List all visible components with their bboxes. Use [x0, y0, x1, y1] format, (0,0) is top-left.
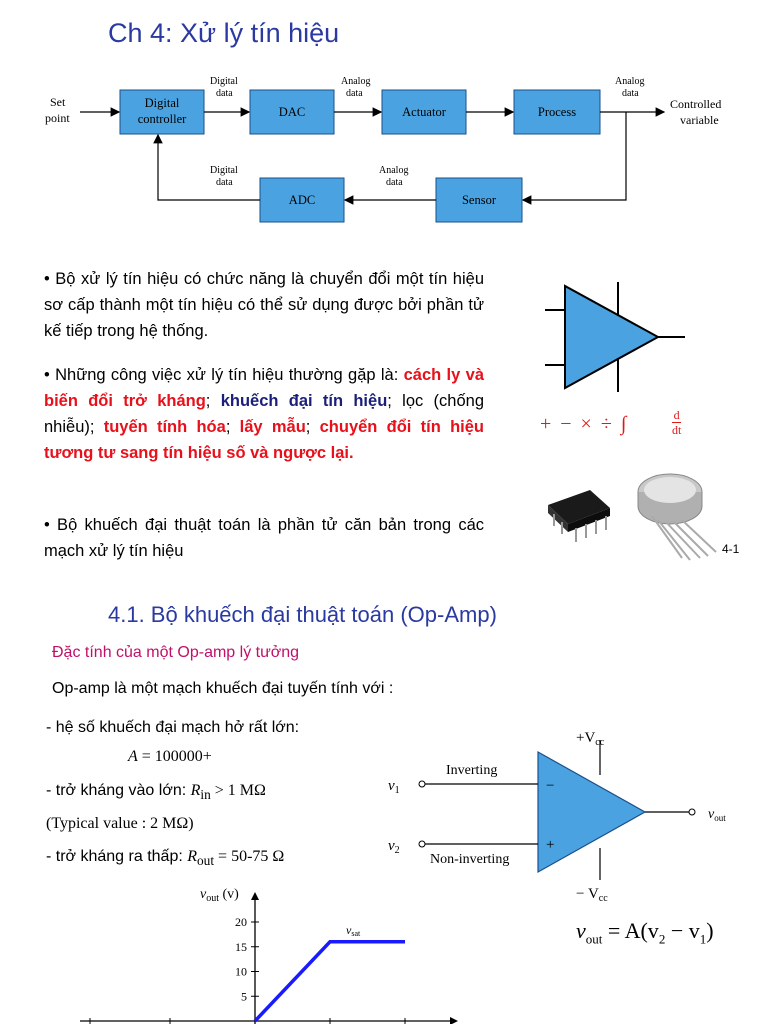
v2-label: $v_2$: [388, 838, 400, 856]
dip-chip-icon: [548, 490, 610, 542]
analog-data-label-out-2: data: [622, 88, 639, 99]
vout-label: $v_{out}$: [708, 807, 726, 823]
analog-data-label-2: data: [346, 88, 363, 99]
transfer-characteristic-chart: [60, 878, 470, 1024]
digital-data-label-fb: Digital: [210, 165, 238, 176]
v1-label: $v_1$: [388, 778, 400, 796]
analog-data-label: Analog: [341, 76, 371, 87]
controlled-variable-label-2: variable: [680, 113, 719, 127]
math-operators: + − × ÷ ∫: [540, 413, 629, 435]
derivative-operator: d dt: [672, 408, 682, 437]
vsat-annotation: vsat: [346, 923, 361, 938]
subtitle: Đặc tính của một Op-amp lý tưởng: [52, 644, 300, 661]
set-point-label: Set: [50, 95, 66, 109]
bullet-3: • Bộ khuếch đại thuật toán là phần tử căn bản trong các mạch xử lý tín hiệu: [44, 516, 484, 560]
minus-terminal: −: [546, 778, 555, 794]
arrow-adc-controller: [158, 135, 260, 200]
gain-value: A = 100000+: [128, 748, 212, 765]
page-title: Ch 4: Xử lý tín hiệu: [108, 18, 340, 48]
bullet-1: • Bộ xử lý tín hiệu có chức năng là chuyển đổi một tín hiệu sơ cấp thành một tín hiệu có thể sử dụng được bởi phần tử kế tiếp trong hệ thống.: [44, 270, 484, 340]
chart-series-line: [255, 942, 405, 1021]
actuator-label: Actuator: [402, 105, 446, 119]
amplifier-triangle-icon: [540, 280, 690, 395]
vcc-positive: $+V_{cc}$: [576, 730, 605, 748]
digital-data-label: Digital: [210, 76, 238, 87]
ic-chip-images: [540, 460, 740, 570]
section-title: 4.1. Bộ khuếch đại thuật toán (Op-Amp): [108, 602, 497, 627]
inverting-label: Inverting: [446, 763, 498, 778]
analog-data-label-fb: Analog: [379, 165, 409, 176]
y-tick-label: 5: [241, 989, 247, 1004]
controller-label: Digital: [144, 96, 180, 110]
digital-data-label-2: data: [216, 88, 233, 99]
control-block-diagram: [40, 70, 740, 230]
gain-label: - hệ số khuếch đại mạch hở rất lớn:: [46, 719, 300, 736]
metal-can-chip-icon: [638, 474, 716, 560]
y-tick-label: 15: [235, 939, 247, 954]
dac-label: DAC: [278, 105, 306, 119]
intro-text: Op-amp là một mạch khuếch đại tuyến tính với :: [52, 680, 394, 697]
digital-data-label-fb-2: data: [216, 177, 233, 188]
plus-terminal: +: [546, 837, 555, 853]
sensor-label: Sensor: [461, 193, 497, 207]
typical-value: (Typical value : 2 MΩ): [46, 815, 194, 832]
opamp-triangle: [538, 752, 645, 872]
set-point-label-2: point: [45, 111, 70, 125]
rin-line: - trở kháng vào lớn: $R_{in} > 1$ MΩ: [46, 782, 266, 803]
y-tick-label: 10: [235, 964, 247, 979]
analog-data-label-out: Analog: [615, 76, 645, 87]
process-label: Process: [537, 105, 577, 119]
rout-line: - trở kháng ra thấp: $R_{out} = 50-75$ Ω: [46, 848, 285, 869]
vcc-negative: − $V_{cc}$: [576, 886, 608, 904]
adc-label: ADC: [288, 193, 316, 207]
analog-data-label-fb-2: data: [386, 177, 403, 188]
noninverting-label: Non-inverting: [430, 852, 510, 867]
y-tick-label: 20: [235, 915, 247, 929]
bullet-2: • Những công việc xử lý tín hiệu thường gặp là: cách ly và biến đổi trở kháng; khuếch đại tín hiệu; lọc (chống nhiễu); tuyến tính hóa; lấy mẫu; chuyển đổi tín hiệu tương tư sang tín hiệu số và ngược lại.: [44, 366, 485, 462]
gain-equation: $v_{out} = A(v_2 - v_1)$: [576, 918, 714, 947]
chart-ylabel: $v_{out}$ (v): [200, 887, 239, 904]
page-number: 4-1: [722, 542, 740, 556]
controller-label-2: controller: [137, 112, 187, 126]
controlled-variable-label: Controlled: [670, 97, 722, 111]
